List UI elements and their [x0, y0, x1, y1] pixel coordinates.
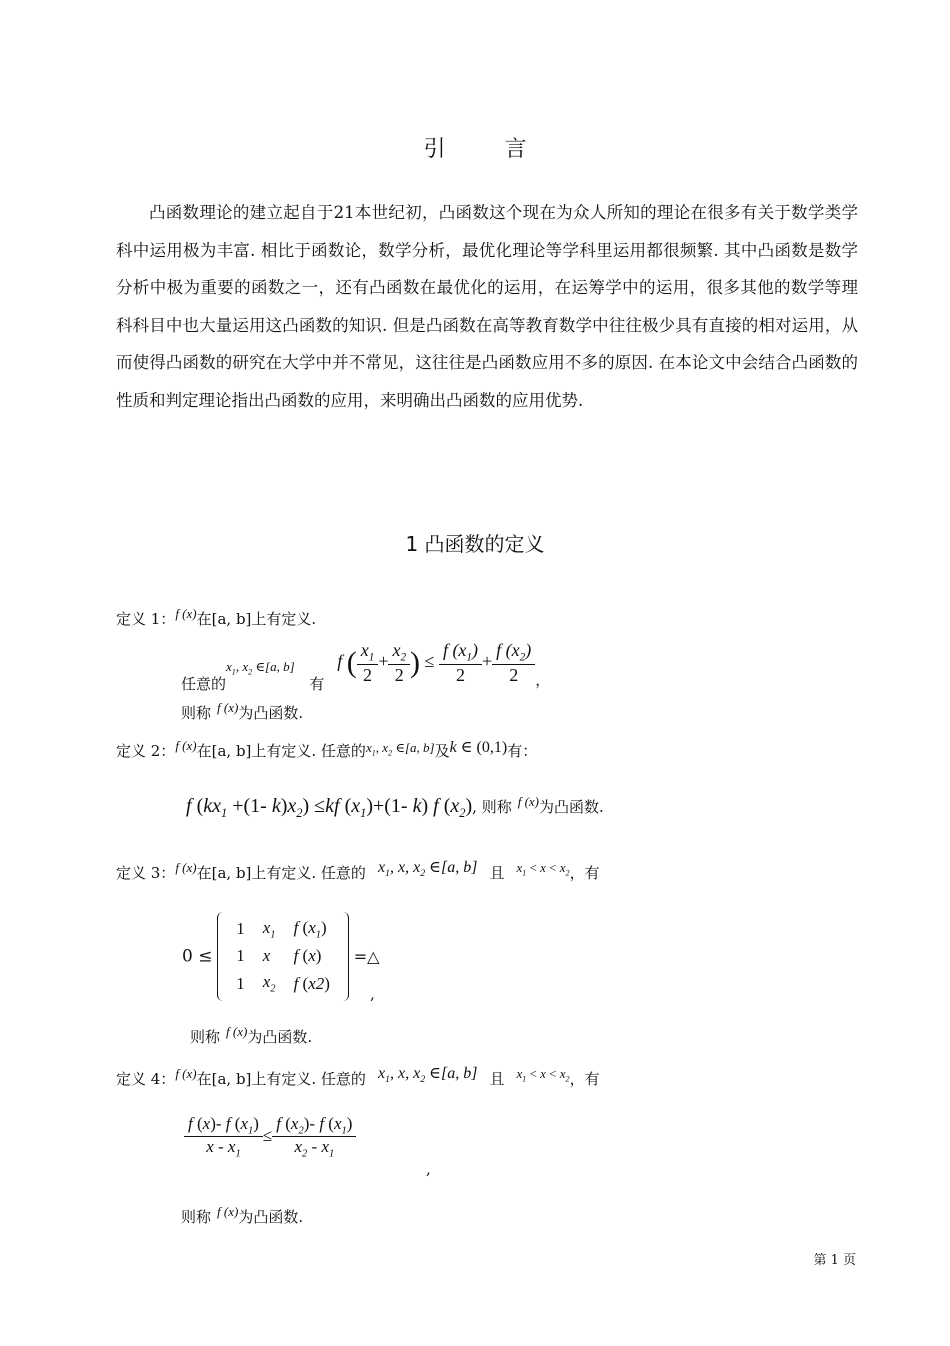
math-expression: =△ — [353, 946, 380, 966]
definition-4 — [116, 1065, 600, 1091]
definition-2-label: 定义 2： — [116, 742, 176, 760]
math-expression: $x_1 < x < x_2$ — [516, 860, 570, 878]
definition-text: 则称 — [181, 704, 212, 722]
page-number: 第 1 页 — [813, 1253, 856, 1268]
math-expression: k ∈ (0,1) — [449, 739, 508, 756]
fx-symbol: f (x) — [175, 606, 197, 621]
determinant-matrix: 1 $x_1$ f $(x_1)$ 1 x f (x) 1 $x_2$ f (x2) — [217, 912, 349, 1001]
definition-text: ，有 — [569, 864, 600, 882]
definition-4-inequality — [184, 1114, 356, 1160]
math-inequality: $\frac{f (x)- f (x_1)}{x - x_1}$ ≤ $\frac{f (x_2)- f (x_1)}{x_2 - x_1}$ — [184, 1126, 356, 1145]
definition-text: 在[a, b]上有定义. 任意的 — [196, 742, 366, 760]
definition-3-comma: , — [370, 985, 375, 1003]
math-expression: $x_1$, x, $x_2$ ∈[a, b] — [377, 1065, 478, 1086]
definition-3-conclusion — [190, 1026, 312, 1047]
definition-text: 有 — [309, 674, 325, 693]
definition-1-conclusion — [181, 702, 303, 723]
definition-text: ，有 — [569, 1070, 600, 1088]
definition-text: ， — [535, 670, 551, 689]
definition-1-condition — [181, 640, 551, 693]
section-heading: 1 凸函数的定义 — [405, 532, 545, 556]
definition-text: 且 — [489, 1070, 505, 1088]
definition-text: 有： — [507, 742, 538, 760]
fx-symbol: f (x) — [175, 738, 197, 753]
math-expression: 0 ≤ — [182, 946, 213, 967]
fx-symbol: f (x) — [217, 700, 239, 715]
page-title: 引 言 — [423, 137, 553, 162]
definition-text: 为凸函数. — [539, 798, 604, 816]
definition-text: 为凸函数. — [238, 704, 304, 722]
definition-text: , 则称 — [472, 798, 512, 816]
math-inequality: f ( $\frac{x_1}{2}$ + $\frac{x_2}{2}$ ) ≤ $\frac{f (x_1)}{2}$ + $\frac{f (x_2)}{2}$ — [337, 651, 535, 671]
fx-symbol: f (x) — [175, 860, 197, 875]
definition-3-determinant — [182, 912, 379, 1001]
definition-2 — [116, 740, 537, 762]
fx-symbol: f (x) — [175, 1066, 197, 1081]
definition-1-label: 定义 1： — [116, 610, 176, 628]
definition-text: 及 — [434, 742, 450, 760]
definition-text: 任意的 — [181, 674, 227, 693]
math-expression: $x_1 < x < x_2$ — [516, 1066, 570, 1084]
definition-3 — [116, 859, 600, 885]
definition-4-label: 定义 4： — [116, 1070, 176, 1088]
definition-text: 为凸函数. — [247, 1028, 313, 1046]
definition-text: 在[a, b]上有定义. 任意的 — [196, 1070, 366, 1088]
math-expression: $x_1$, $x_2$ ∈[a, b] — [365, 740, 435, 758]
math-inequality: f ($kx_1 +(1-$ $k)x_2) \le kf$ $(x_1)+(1-$ k) f $(x_2)$ — [186, 795, 473, 820]
fx-symbol: f (x) — [226, 1024, 248, 1039]
definition-text: 则称 — [181, 1208, 212, 1226]
definition-text: 则称 — [190, 1028, 221, 1046]
definition-text: 且 — [489, 864, 505, 882]
definition-4-conclusion — [181, 1206, 303, 1227]
math-expression: $x_1$, x, $x_2$ ∈[a, b] — [377, 859, 478, 880]
fx-symbol: f (x) — [217, 1204, 239, 1219]
math-expression: $x_1$, $x_2$ ∈[a, b] — [226, 658, 295, 677]
definition-4-comma: , — [426, 1160, 431, 1178]
definition-text: 在[a, b]上有定义. — [196, 610, 317, 628]
definition-3-label: 定义 3： — [116, 864, 176, 882]
definition-1 — [116, 608, 316, 629]
definition-2-inequality — [186, 795, 604, 821]
intro-paragraph: 凸函数理论的建立起自于21本世纪初，凸函数这个现在为众人所知的理论在很多有关于数学类学科中运用极为丰富. 相比于函数论，数学分析，最优化理论等学科里运用都很频繁. 其中凸函数是数学分析中极为重要的函数之一，还有凸函数在最优化的运用，在运筹学中的运用，很多其他的数学等理科科目中也大量运用这凸函数的知识. 但是凸函数在高等教育数学中往往极少具有直接的相对运用，从而使得凸函数的研究在大学中并不常见，这往往是凸函数应用不多的原因. 在本论文中会结合凸函数的性质和判定理论指出凸函数的应用，来明确出凸函数的应用优势. — [116, 203, 858, 410]
fx-symbol: f (x) — [517, 794, 539, 809]
definition-text: 在[a, b]上有定义. 任意的 — [196, 864, 366, 882]
definition-text: 为凸函数. — [238, 1208, 304, 1226]
